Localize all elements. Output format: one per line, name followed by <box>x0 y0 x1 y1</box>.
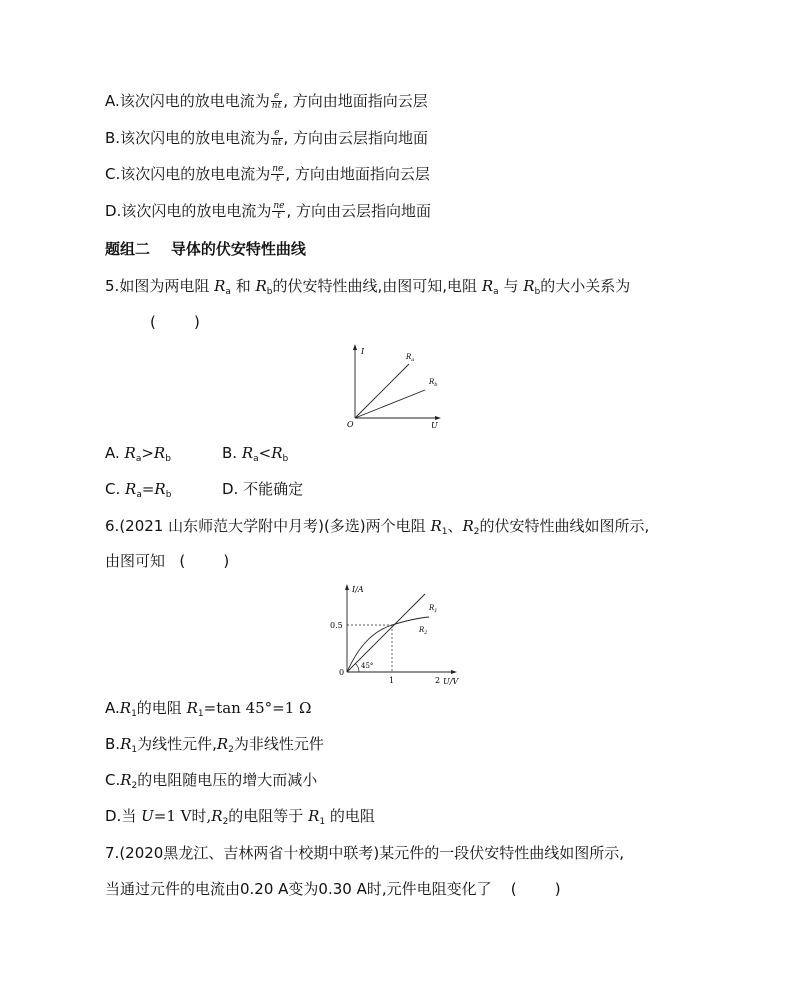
resistor-symbol: R <box>462 517 474 535</box>
resistor-symbol: R <box>481 277 494 295</box>
y-axis-label: I/A <box>352 585 364 594</box>
subscript: 1 <box>197 709 204 719</box>
q6-iu-graph <box>325 580 465 690</box>
separator: 、 <box>447 517 463 535</box>
fraction-denominator: nt <box>271 101 282 111</box>
option-label: B. <box>222 444 238 462</box>
q5-option-d <box>222 479 303 499</box>
q4-option-b <box>105 128 428 148</box>
option-label: D. <box>105 202 122 220</box>
option-text: 的电阻 <box>329 807 375 825</box>
curve-r1-subscript: 1 <box>434 608 438 614</box>
subscript: a <box>135 454 142 464</box>
angle-label: 45° <box>361 662 374 670</box>
option-text: 为非线性元件 <box>233 735 324 753</box>
line-rb <box>355 390 425 418</box>
resistor-symbol: R <box>120 771 132 789</box>
option-text: 的电阻等于 <box>228 807 304 825</box>
line-ra-symbol: R <box>406 353 412 361</box>
subscript: 1 <box>131 745 138 755</box>
line-ra-label <box>405 353 414 363</box>
question-text: 的伏安特性曲线,由图可知,电阻 <box>272 277 478 295</box>
subscript: a <box>225 287 231 297</box>
q6-option-b <box>105 734 324 760</box>
curve-r1-symbol: R <box>429 604 435 612</box>
subscript: b <box>534 287 541 297</box>
q4-option-d <box>105 201 431 221</box>
y-axis-arrow <box>345 584 349 590</box>
resistor-symbol: R <box>120 735 132 753</box>
question-text: 如图为两电阻 <box>119 277 210 295</box>
y-axis-label: I <box>361 347 365 356</box>
relation: =R <box>141 480 166 498</box>
resistor-symbol: R <box>241 444 254 462</box>
fraction-numerator: ne <box>272 164 284 174</box>
line-rb-symbol: R <box>429 378 435 386</box>
resistor-symbol: R <box>214 277 226 295</box>
fraction <box>271 129 282 148</box>
subscript: 2 <box>131 781 138 791</box>
question-number: 5. <box>105 277 120 295</box>
option-text: 为线性元件, <box>137 735 217 753</box>
subscript: b <box>165 454 171 464</box>
q7-stem <box>105 843 624 863</box>
option-text: =tan 45°=1 Ω <box>203 699 312 717</box>
subscript: 1 <box>131 709 137 719</box>
q5-option-a <box>105 443 171 469</box>
curve-r1-label <box>428 604 437 614</box>
option-text: 的电阻 <box>136 699 182 717</box>
curve-r2-subscript: 2 <box>424 630 428 636</box>
origin-label: 0 <box>339 668 345 677</box>
subscript: a <box>493 287 499 297</box>
subscript: 2 <box>222 817 229 827</box>
fraction-numerator: ne <box>273 201 285 211</box>
q5-answer-bracket: ( ) <box>150 313 200 331</box>
curve-r1 <box>347 594 428 672</box>
resistor-symbol: R <box>255 277 267 295</box>
line-ra-subscript: a <box>411 357 415 363</box>
option-label: B. <box>105 735 121 753</box>
subscript: 2 <box>228 745 234 755</box>
option-label: C. <box>105 480 121 498</box>
y-axis-arrow <box>353 344 357 350</box>
fraction-denominator: nt <box>272 138 282 148</box>
question-text: 与 <box>503 277 519 295</box>
q5-option-b <box>222 443 288 469</box>
option-text-tail: , 方向由云层指向地面 <box>286 202 432 220</box>
answer-bracket: ( ) <box>510 880 561 898</box>
answer-bracket: ( ) <box>179 552 230 570</box>
x-axis-arrow <box>435 416 441 420</box>
resistor-symbol: R <box>216 735 229 753</box>
resistor-symbol: R <box>430 517 442 535</box>
relation: <R <box>258 444 283 462</box>
y-tick-label: 0.5 <box>330 621 343 630</box>
q6-option-a <box>105 698 312 724</box>
option-text: 当 <box>121 807 137 825</box>
q6-stem-line2 <box>105 551 229 571</box>
option-label: B. <box>105 129 121 147</box>
curve-r2-symbol: R <box>419 626 425 634</box>
subscript: b <box>165 490 172 500</box>
x-axis-label: U <box>431 421 438 430</box>
option-text-tail: , 方向由地面指向云层 <box>285 165 430 183</box>
resistor-symbol: R <box>124 444 136 462</box>
question-number: 6. <box>105 517 120 535</box>
q6-stem <box>105 516 649 542</box>
option-text-tail: , 方向由云层指向地面 <box>283 129 429 147</box>
subscript: 2 <box>473 527 480 537</box>
option-text: 不能确定 <box>243 480 304 498</box>
option-text: 该次闪电的放电电流为 <box>120 165 271 183</box>
option-label: A. <box>105 699 120 717</box>
fraction <box>271 92 282 111</box>
question-text: 的大小关系为 <box>540 277 631 295</box>
q5-option-c <box>105 479 171 505</box>
q6-option-c <box>105 770 317 796</box>
option-text: 该次闪电的放电电流为 <box>120 129 271 147</box>
relation: >R <box>141 444 166 462</box>
resistor-symbol: R <box>523 277 535 295</box>
resistor-symbol: R <box>308 807 320 825</box>
q5-iu-graph <box>345 342 445 430</box>
resistor-symbol: R <box>125 480 137 498</box>
option-text: 的电阻随电压的增大而减小 <box>137 771 318 789</box>
q6-option-d <box>105 806 375 832</box>
question-text: 由图可知 <box>105 552 166 570</box>
voltage-symbol: U <box>141 807 154 825</box>
option-label: D. <box>105 807 122 825</box>
fraction-denominator: t <box>272 211 285 221</box>
question-text: 的伏安特性曲线如图所示, <box>479 517 650 535</box>
question-number: 7. <box>105 844 120 862</box>
q7-stem-line2 <box>105 879 561 899</box>
subscript: a <box>253 454 259 464</box>
q4-option-a <box>105 91 428 111</box>
resistor-symbol: R <box>119 699 132 717</box>
option-label: C. <box>105 771 121 789</box>
line-rb-label <box>428 378 437 388</box>
resistor-symbol: R <box>211 807 223 825</box>
fraction-numerator: e <box>273 91 280 101</box>
q5-stem <box>105 276 630 302</box>
angle-arc <box>356 664 360 673</box>
subscript: 1 <box>441 527 448 537</box>
option-text: =1 V时, <box>153 807 212 825</box>
section-title: 题组二 导体的伏安特性曲线 <box>105 240 306 258</box>
line-rb-subscript: b <box>434 382 438 388</box>
question-text: (2020黑龙江、吉林两省十校期中联考)某元件的一段伏安特性曲线如图所示, <box>119 844 624 862</box>
question-text: 当通过元件的电流由0.20 A变为0.30 A时,元件电阻变化了 <box>105 880 492 898</box>
subscript: b <box>282 454 289 464</box>
x-tick-label-2: 2 <box>435 676 441 685</box>
x-tick-label-1: 1 <box>389 676 395 685</box>
subscript: a <box>136 490 142 500</box>
subscript: 1 <box>319 817 326 827</box>
fraction <box>272 202 285 221</box>
resistor-symbol: R <box>186 699 198 717</box>
curve-r2-label <box>418 626 427 636</box>
fraction-denominator: t <box>271 174 284 184</box>
x-axis-arrow <box>451 670 457 674</box>
x-axis-label: U/V <box>443 677 459 686</box>
line-ra <box>355 364 409 418</box>
q4-option-c <box>105 164 430 184</box>
option-label: C. <box>105 165 121 183</box>
subscript: b <box>266 287 273 297</box>
option-label: A. <box>105 92 120 110</box>
option-text-tail: , 方向由地面指向云层 <box>283 92 428 110</box>
question-text: (2021 山东师范大学附中月考)(多选)两个电阻 <box>119 517 426 535</box>
option-label: D. <box>222 480 239 498</box>
option-label: A. <box>105 444 120 462</box>
option-text: 该次闪电的放电电流为 <box>119 92 270 110</box>
origin-label: O <box>347 420 354 429</box>
fraction <box>271 165 284 184</box>
fraction-numerator: e <box>274 128 280 138</box>
question-text: 和 <box>235 277 251 295</box>
option-text: 该次闪电的放电电流为 <box>121 202 272 220</box>
